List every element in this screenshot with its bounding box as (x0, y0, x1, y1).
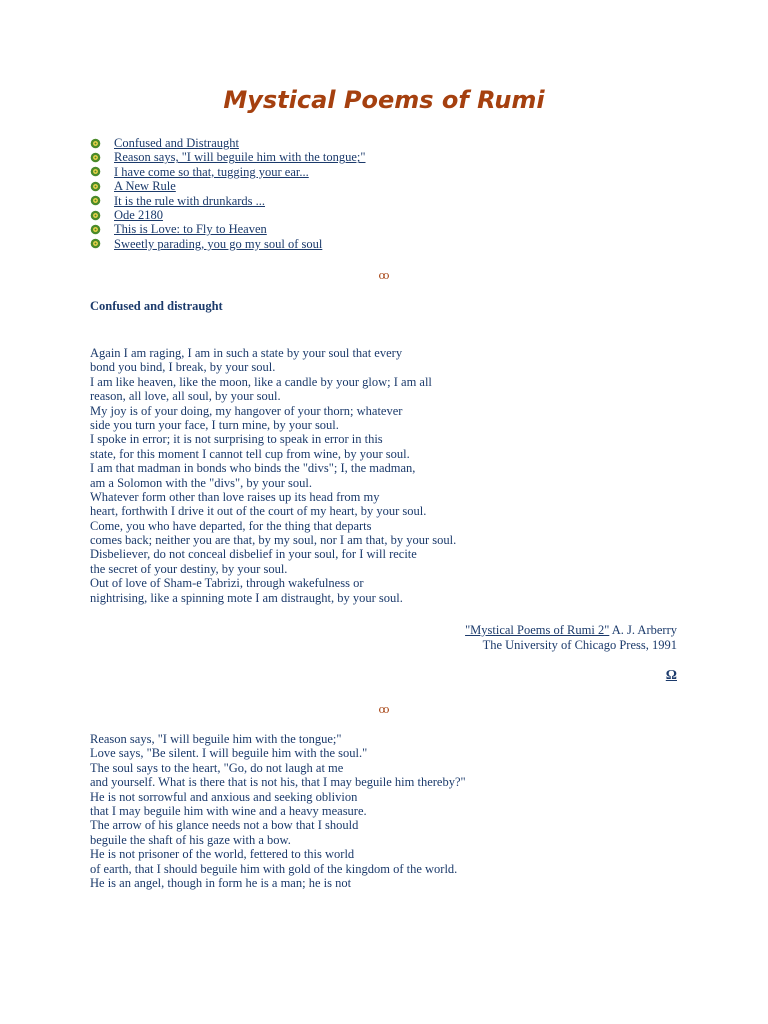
poem-line: Come, you who have departed, for the thing that departs (90, 518, 372, 533)
flower-bullet-icon (90, 238, 101, 249)
poem-line: nightrising, like a spinning mote I am distraught, by your soul. (90, 590, 403, 605)
flower-bullet-icon (90, 166, 101, 177)
poem-line: Love says, "Be silent. I will beguile him with the soul." (90, 746, 368, 761)
toc-item (90, 194, 366, 208)
citation-publisher: The University of Chicago Press, 1991 (482, 637, 677, 652)
section-separator-ornament: ꝏ (378, 270, 390, 282)
toc-link-confused-and-distraught[interactable]: Confused and Distraught (114, 136, 239, 150)
poem-line: I spoke in error; it is not surprising to speak in error in this (90, 432, 383, 447)
toc-item (90, 222, 366, 236)
poem-line: Whatever form other than love raises up its head from my (90, 489, 380, 504)
poem-line: the secret of your destiny, by your soul. (90, 561, 288, 576)
citation-author: A. J. Arberry (609, 623, 677, 637)
poem-line: Disbeliever, do not conceal disbelief in your soul, for I will recite (90, 547, 417, 562)
flower-bullet-icon (90, 181, 101, 192)
poem-confused-and-distraught (90, 346, 456, 605)
poem-line: My joy is of your doing, my hangover of your thorn; whatever (90, 403, 403, 418)
poem-line: and yourself. What is there that is not his, that I may beguile him thereby?" (90, 775, 466, 790)
toc-link-this-is-love[interactable]: This is Love: to Fly to Heaven (114, 222, 267, 237)
toc-link-a-new-rule[interactable]: A New Rule (114, 179, 176, 194)
poem-line: heart, forthwith I drive it out of the court of my heart, by your soul. (90, 504, 427, 519)
citation-line (465, 623, 677, 638)
poem-line: beguile the shaft of his gaze with a bow. (90, 832, 291, 847)
toc-item (90, 208, 366, 222)
poem-line: He is not prisoner of the world, fettered to this world (90, 847, 355, 862)
flower-bullet-icon (90, 224, 101, 235)
poem-line: The soul says to the heart, "Go, do not laugh at me (90, 760, 344, 775)
poem-line: Again I am raging, I am in such a state by your soul that every (90, 346, 403, 360)
toc-item (90, 136, 366, 150)
toc-item (90, 179, 366, 193)
poem-reason-says (90, 732, 466, 890)
section-separator-ornament: ꝏ (378, 704, 390, 716)
poem-line: bond you bind, I break, by your soul. (90, 360, 276, 375)
page-title: Mystical Poems of Rumi (223, 86, 545, 114)
poem-line: I am that madman in bonds who binds the "divs"; I, the madman, (90, 461, 416, 476)
poem-line: Reason says, "I will beguile him with the tongue;" (90, 732, 342, 746)
poem-line: that I may beguile him with wine and a heavy measure. (90, 803, 367, 818)
flower-bullet-icon (90, 138, 101, 149)
toc-item (90, 237, 366, 251)
section-heading: Confused and distraught (90, 299, 223, 313)
poem-line: Out of love of Sham-e Tabrizi, through wakefulness or (90, 576, 364, 591)
table-of-contents (90, 136, 366, 251)
toc-link-ode-2180[interactable]: Ode 2180 (114, 207, 163, 222)
toc-link-i-have-come[interactable]: I have come so that, tugging your ear... (114, 164, 309, 179)
flower-bullet-icon (90, 152, 101, 163)
citation-book-link[interactable]: "Mystical Poems of Rumi 2" (465, 623, 610, 637)
flower-bullet-icon (90, 195, 101, 206)
toc-link-sweetly-parading[interactable]: Sweetly parading, you go my soul of soul (114, 236, 323, 251)
poem-line: of earth, that I should beguile him with gold of the kingdom of the world. (90, 861, 458, 876)
toc-link-rule-with-drunkards[interactable]: It is the rule with drunkards ... (114, 193, 266, 208)
poem-line: side you turn your face, I turn mine, by your soul. (90, 417, 339, 432)
poem-line: He is an angel, though in form he is a man; he is not (90, 875, 352, 890)
flower-bullet-icon (90, 210, 101, 221)
citation (465, 623, 677, 652)
toc-item (90, 165, 366, 179)
poem-line: am a Solomon with the "divs", by your soul. (90, 475, 313, 490)
poem-line: He is not sorrowful and anxious and seeking oblivion (90, 789, 358, 804)
toc-item (90, 150, 366, 164)
poem-line: comes back; neither you are that, by my soul, nor I am that, by your soul. (90, 533, 457, 548)
toc-link-reason-says[interactable]: Reason says, "I will beguile him with the tongue;" (114, 150, 366, 165)
poem-line: reason, all love, all soul, by your soul. (90, 389, 281, 404)
back-to-top-link[interactable]: Ω (665, 668, 677, 683)
poem-line: I am like heaven, like the moon, like a candle by your glow; I am all (90, 374, 432, 389)
poem-line: state, for this moment I cannot tell cup from wine, by your soul. (90, 446, 410, 461)
poem-line: The arrow of his glance needs not a bow that I should (90, 818, 359, 833)
